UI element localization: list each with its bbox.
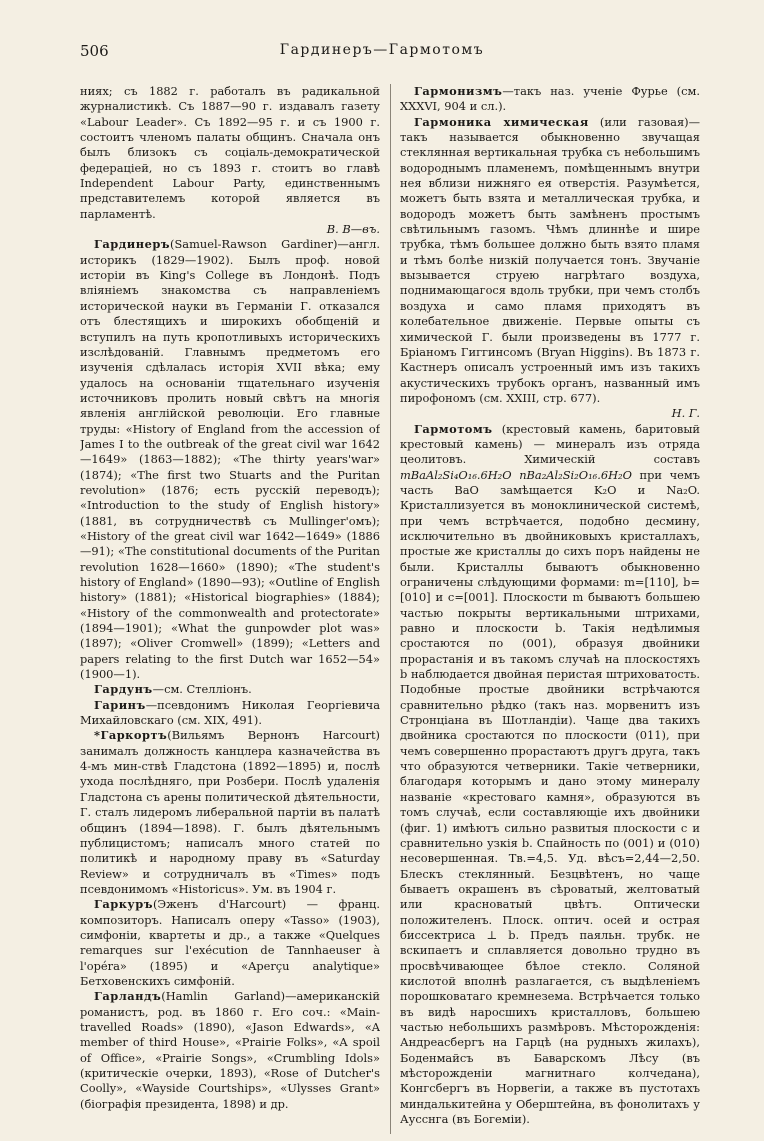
entry-text: (Вильямъ Вернонъ Harcourt) занималъ должность канцлера казначейства въ 4-мъ мин-ствѣ Гладстона (1892—1895) и, послѣ ухода послѣдняго, при Розбери. Послѣ удаленія Гладстона съ арены политической дѣятельности, Г. сталъ лидеромъ либеральной партіи въ палатѣ общинъ (1894—1898). Г. былъ дѣятельнымъ публицистомъ; написалъ много статей по политикѣ и народному праву въ «Saturday Review» и сотрудничалъ въ «Times» подъ псевдонимомъ «Historicus». Ум. въ 1904 г. [80, 728, 380, 896]
entry-text: —такъ наз. ученіе Фурье (см. XXXVI, 904 и сл.). [400, 84, 700, 114]
entry-garcourt [80, 897, 380, 989]
formula-2: nBa₂Al₂Si₂O₁₆.6H₂O [519, 467, 632, 482]
headword: Гармотомъ [414, 421, 493, 436]
entry-garland [80, 989, 380, 1112]
running-title: Гардинеръ—Гармотомъ [279, 42, 485, 58]
headword: Гарландъ [94, 989, 162, 1004]
page-number: 506 [80, 42, 109, 60]
entry-garin [80, 698, 380, 729]
entry-harcourt [80, 728, 380, 897]
formula-1: mBaAl₂Si₄O₁₆.6H₂O [400, 467, 512, 482]
entry-text: (Samuel-Rawson Gardiner)—англ. историкъ (1829—1902). Былъ проф. новой исторіи въ King's College въ Лондонѣ. Подъ вліяніемъ знакомства съ направленіемъ исторической науки въ Германіи Г. отказался отъ блестящихъ и широкихъ обобщеній и вступилъ на путь кропотливыхъ историческихъ изслѣдованій. Главнымъ предметомъ его изученія сдѣлалась исторія XVII вѣка; ему удалось на основаніи тщательнаго изученія источниковъ пролить новый свѣтъ на многія явленія англійской революціи. Его главные труды: «History of England from the accession of James I to the outbreak of the great civil war 1642—1649» (1863—1882); «The thirty years'war» (1874); «The first two Stuarts and the Puritan revolution» (1876; есть русскій переводъ); «Introduction to the study of English history» (1881, въ сотрудничествѣ съ Mullinger'омъ); «History of the great civil war 1642—1649» (1886—91); «The constitutional documents of the Puritan revolution 1628—1660» (1890); «The student's history of England» (1890—93); «Outline of English history» (1881); «Historical biographies» (1884); «History of the commonwealth and protectorate» (1894—1901); «What the gunpowder plot was» (1897); «Oliver Cromwell» (1899); «Letters and papers relating to the first Dutch war 1652—54» (1900—1). [80, 237, 380, 682]
entry-text: —псевдонимъ Николая Георгіевича Михайловскаго (см. XIX, 491). [80, 697, 380, 728]
columns [80, 84, 700, 1134]
formula-note: при чемъ часть BaO замѣщается K₂O и Na₂O. [400, 467, 700, 497]
author-signature: В. В—въ. [326, 222, 380, 237]
entry-continuation: ниях; съ 1882 г. работалъ въ радикальной журналистикѣ. Съ 1887—90 г. издавалъ газету «Labour Leader». Съ 1892—95 г. и съ 1900 г. состоитъ членомъ палаты общинъ. Сначала онъ былъ близокъ съ соціаль-демократической федераціей, но съ 1893 г. стоитъ во главѣ Independent Labour Party, единственнымъ представителемъ которой является въ парламентѣ. [80, 84, 380, 221]
headword: Гаркуръ [94, 897, 153, 912]
headword: Гармонизмъ [414, 84, 503, 98]
entry-text: (или газовая)—такъ называется обыкновенно звучащая стеклянная вертикальная трубка съ небольшимъ водороднымъ пламенемъ, помѣщеннымъ внутри нея вблизи нижняго ея отверстія. Разумѣется, можетъ быть взята и металлическая трубка, и водородъ можетъ быть замѣненъ простымъ свѣтильнымъ газомъ. Чѣмъ длиннѣе и шире трубка, тѣмъ большее должно быть взято пламя и тѣмъ болѣе низкій получается тонъ. Звучаніе вызывается струею нагрѣтаго воздуха, поднимающагося вдоль трубки, при чемъ столбъ воздуха и само пламя приходятъ въ колебательное движеніе. Первые опыты съ химической Г. были произведены въ 1777 г. Бріаномъ Гиггинсомъ (Bryan Higgins). Въ 1873 г. Кастнеръ описалъ устроенный имъ изъ такихъ акустическихъ трубокъ органъ, названный имъ пирофономъ (см. XXIII, стр. 677). [400, 114, 700, 405]
left-column [80, 84, 380, 1134]
entry-harmonism [400, 84, 700, 115]
author-signature: Н. Г. [671, 406, 700, 421]
entry-text: —см. Стелліонъ. [152, 682, 252, 697]
entry-body: Кристаллизуется въ моноклинической системѣ, при чемъ встрѣчается, подобно десмину, исключительно въ двойниковыхъ кристаллахъ, простые же кристаллы до сихъ поръ найдены не были. Кристаллы бываютъ обыкновенно ограничены слѣдующими формами: m=[110], b=[010] и c=[001]. Плоскости m бываютъ большею частью покрыты вертикальными штрихами, равно и плоскости b. Такія недѣлимыя сростаются по (001), образуя двойники прорастанія и въ такомъ случаѣ на плоскостяхъ b наблюдается двойная перистая штриховатость. Подобные простые двойники встрѣчаются сравнительно рѣдко (такъ наз. морвенитъ изъ Стронціана въ Шотландіи). Чаще два такихъ двойника сростаются по плоскости (011), при чемъ совершенно прорастаютъ другъ друга, такъ что образуются четверники. Такіе четверники, благодаря которымъ и дано этому минералу названіе «крестоваго камня», образуются въ томъ случаѣ, если составляющіе ихъ двойники (фиг. 1) имѣютъ сильно развитыя плоскости c и сравнительно узкія b. Спайность по (001) и (010) несовершенная. Тв.=4,5. Уд. вѣсъ=2,44—2,50. Блескъ стеклянный. Безцвѣтенъ, но чаще бываетъ окрашенъ въ сѣроватый, желтоватый или красноватый цвѣтъ. Оптически положителенъ. Плоск. оптич. осей и острая биссектриса ⊥ b. Предъ паяльн. трубк. не вскипаетъ и сплавляется довольно трудно въ просвѣчивающее бѣлое стекло. Соляной кислотой вполнѣ разлагается, съ выдѣленіемъ порошковатаго кремнезема. Встрѣчается только въ видѣ наросшихъ кристалловъ, большею частью небольшихъ размѣровъ. Мѣсторожденія: Андреасбергъ на Гарцѣ (на рудныхъ жилахъ), Боденмайсъ въ Баварскомъ Лѣсу (въ мѣсторожденіи магнитнаго колчедана), Конгсбергъ въ Норвегіи, а также въ пустотахъ миндалькитейна у Оберштейна, въ фонолитахъ у Аусснга (въ Богеміи). [400, 498, 700, 1127]
headword: *Гаркортъ [94, 728, 168, 743]
headword: Гардунъ [94, 682, 153, 697]
headword: Гармоника химическая [414, 114, 589, 129]
headword: Гардинеръ [94, 237, 171, 252]
entry-gardunh [80, 682, 380, 697]
entry-text: (Hamlin Garland)—американскій романистъ, род. въ 1860 г. Его соч.: «Main-travelled Roads» (1890), «Jason Edwards», «A member of third House», «Prairie Folks», «A spoil of Office», «Prairie Songs», «Crumbling Idols» (критическіе очерки, 1893), «Rose of Dutcher's Coolly», «Wayside Courtships», «Ulysses Grant» (біографія президента, 1898) и др. [80, 989, 380, 1111]
entry-harmonica [400, 115, 700, 407]
entry-harmotome [400, 422, 700, 1128]
entry-gardiner [80, 237, 380, 682]
entry-intro: (крестовый камень, баритовый крестовый камень) — минералъ изъ отряда цеолитовъ. Химическій составъ [400, 421, 700, 467]
right-column [400, 84, 700, 1134]
entry-text: (Эженъ d'Harcourt) — франц. композиторъ. Написалъ оперу «Tasso» (1903), симфоніи, квартеты и др., а также «Quelques remarques sur l'exécution de Tannhaeuser à l'opéra» (1895) и «Aperçu analytique» Бетховенскихъ симфоній. [80, 897, 380, 988]
headword: Гаринъ [94, 697, 146, 712]
page-header [0, 34, 764, 64]
column-divider [390, 84, 391, 1134]
